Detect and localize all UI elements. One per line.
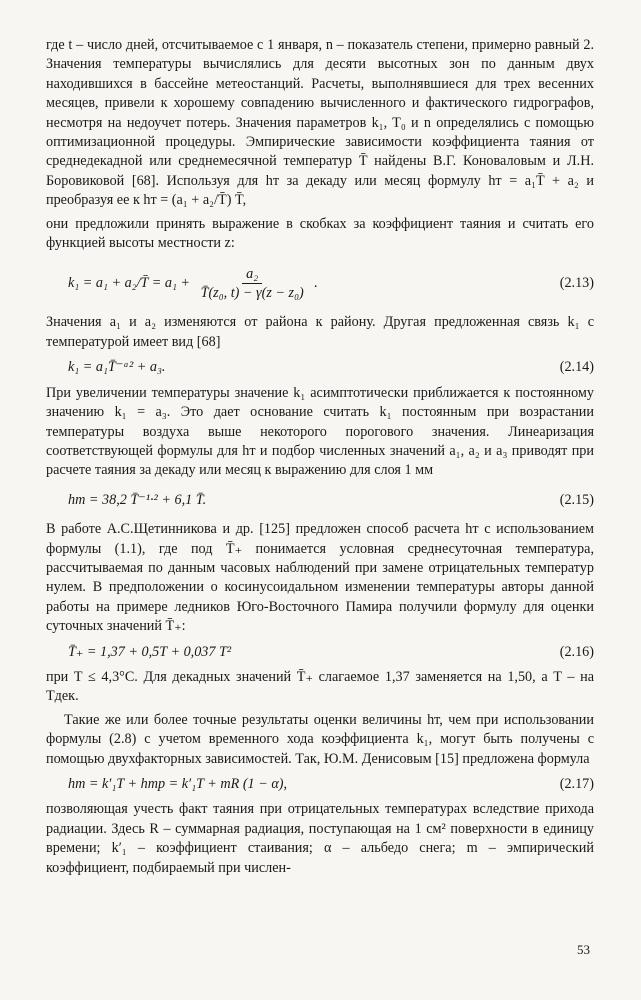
equation-2-16-label: (2.16) — [559, 643, 594, 660]
paragraph-8: позволяющая учесть факт таяния при отрицательных температурах вследствие прихода радиации. Здесь R – суммарная радиация, поступающая на 1 см² поверхности в единицу времени; k′₁ – коэффициент стаивания; α – альбедо снега; m – эмпирический коэффициент, подбираемый при числен- — [46, 801, 594, 876]
equation-2-13-label: (2.13) — [559, 274, 594, 291]
paragraph-3: Значения a₁ и a₂ изменяются от района к району. Другая предложенная связь k₁ с температурой имеет вид [68] — [46, 314, 594, 350]
equation-2-17-body: hт = k′₁T + hтр = k′₁T + mR (1 − α), — [68, 776, 288, 792]
equation-2-15-body: hт = 38,2 T̄⁻¹·² + 6,1 T̄. — [68, 491, 207, 508]
equation-2-15-label: (2.15) — [559, 491, 594, 508]
equation-2-13-fraction — [197, 265, 308, 302]
paragraph-7: Такие же или более точные результаты оценки величины hт, чем при использовании формулы (2.8) с учетом временного хода коэффициента k₁, могут быть получены с помощью двухфакторных зависимостей. Так, Ю.М. Денисовым [15] предложена формула — [46, 711, 594, 767]
equation-2-15 — [46, 491, 594, 510]
equation-2-13-tail: . — [314, 274, 318, 291]
equation-2-16 — [46, 643, 594, 662]
paragraph-6: при T ≤ 4,3°C. Для декадных значений T̄₊ слагаемое 1,37 заменяется на 1,50, а T – на Tдек. — [46, 668, 594, 705]
equation-2-14-body: k₁ = a₁T̄⁻ᵃ² + a₃. — [68, 359, 166, 376]
equation-2-14-label: (2.14) — [559, 359, 594, 376]
equation-2-17 — [46, 775, 594, 794]
page-content — [46, 36, 594, 878]
equation-2-13-numerator: a₂ — [242, 265, 262, 284]
page-number: 53 — [577, 942, 590, 957]
paragraph-2: они предложили принять выражение в скобках за коэффициент таяния и считать его функцией высоты местности z: — [46, 215, 594, 252]
equation-2-13-lhs: k₁ = a₁ + a₂/T̄ = a₁ + — [68, 274, 191, 291]
equation-2-13-denominator: T̄(z₀, t) − γ(z − z₀) — [200, 284, 304, 301]
equation-2-17-label: (2.17) — [559, 776, 594, 792]
paragraph-5: В работе А.С.Щетинникова и др. [125] предложен способ расчета hт с использованием формулы (1.1), где под T̄₊ понимается условная среднесуточная температура, рассчитываемая по данным часовых наблюдений при замене отрицательных температур нулем. В предположении о косинусоидальном изменении температуры авторы данной работы на примере ледников Юго-Восточного Памира получили формулу для оценки суточных значений T̄₊: — [46, 521, 594, 635]
equation-2-14 — [46, 358, 594, 377]
paragraph-1: где t – число дней, отсчитываемое с 1 января, n – показатель степени, примерно равный 2. Значения температуры вычислялись для десяти высотных зон по данным двух находившихся в бассейне метеостанций. Расчеты, выполнявшиеся для трех весенних месяцев, привели к хорошему совпадению вычисленного и фактического гидрографов, несмотря на недоучет потерь. Значения параметров k₁, T₀ и n определялись с помощью оптимизационной процедуры. Эмпирические зависимости коэффициента таяния от среднедекадной или среднемесячной температур T̄ найдены В.Г. Коноваловым и Л.Н. Боровиковой [68]. Используя для hт за декаду или месяц формулу hт = a₁T̄ + a₂ и преобразуя ее к hт = (a₁ + a₂/T̄) T̄, — [46, 37, 594, 209]
equation-2-13 — [46, 259, 594, 307]
equation-2-16-body: T̄₊ = 1,37 + 0,5T + 0,037 T² — [68, 643, 232, 660]
paragraph-4: При увеличении температуры значение k₁ асимптотически приближается к постоянному значению k₁ = a₃. Это дает основание считать k₁ постоянным при возрастании температуры воздуха выше некоторого порогового значения. Линеаризация соответствующей формулы для hт и подбор численных значений a₁, a₂ и a₃ приводят при расчете таяния за декаду или месяц к выражению для слоя 1 мм — [46, 384, 594, 479]
